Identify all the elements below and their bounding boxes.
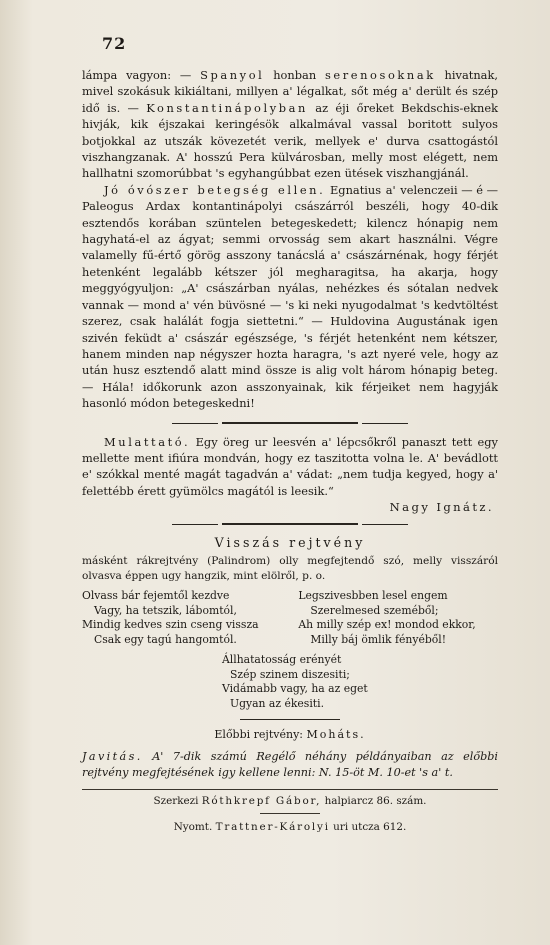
- printer-name: Trattner-Károlyi: [215, 821, 330, 834]
- article-body: Egnatius a' velenczei Paleogus Ardax kontantinápolyi császárról beszéli, hogy 40-dik esztendős korában szüntelen betegeskedett; kilencz hónapig nem hagyhatá-el az ágyat; semmi orvosság sem akart használni. Végre valamelly fű-értő görög asszony tanácslá a' császárnénak, hogy férjét hetenként legalább kétszer jól megharagitsa, ha akarja, hogy meggyógyuljon: „A' császárban nyálas, nehézkes és sótalan nedvek vannak — mond a' vén büvösné — 's ki neki nyugodalmat 's kedvtöltést szerez, csak halálát fogja siettetni.“ — Huldovina Augustának igen szivén feküdt a' császár egészsége, 's férjét hetenként nem kétszer, hanem minden nap négyszer hozta haragra, 's azt nyeré vele, hogy az után husz esztendő alatt mind össze is alig volt három hónapig beteg. — Hála! időkorunk azon asszonyainak, kik férjeiket nem hagyják hasonló módon betegeskedni!: [82, 182, 498, 411]
- text-run: lámpa vagyon: —: [82, 68, 201, 82]
- text-run: az éji őreket Bekdschis-eknek hivják, kik éjszakai keringésök alkalmával vassal boritott sulyos botjokkal az utszák kövezetét verik, mellyek e' durva csattogástól viszhangzanak. A' hosszú Pera külvárosban, melly most elégett, nem hallhatni szomorúbbat 's egyhangúbbat ezen ütések viszhangjánál.: [82, 100, 498, 181]
- footer-rule: [82, 789, 498, 790]
- article-body: Egy öreg ur leesvén a' lépcsőkről panaszt tett egy mellette ment ifiúra mondván, hogy ez taszitotta volna le. A' bevádlott e' szókkal menté magát tagadván a' vádat: „nem tudja kegyed, hogy a' felettébb érett gyümölcs magától is leesik.“: [82, 434, 498, 498]
- article-title: Jó óvószer betegség ellen.: [104, 182, 326, 197]
- previous-riddle-answer: [82, 728, 498, 741]
- footer-short-rule: [260, 813, 320, 814]
- correction-note: [82, 749, 498, 781]
- editor-name: Róthkrepf Gábor,: [201, 795, 322, 808]
- riddle-intro: másként rákrejtvény (Palindrom) olly megfejtendő szó, melly visszáról olvasva éppen ugy hangzik, mint elölről, p. o.: [82, 555, 498, 582]
- spaced-word: Spanyol: [200, 68, 265, 82]
- riddle-title: Visszás rejtvény: [214, 535, 366, 551]
- text-run: hivatnak, mivel szokásuk kikiáltani, millyen a' légalkat, sőt még a' derült és szép idő is. —: [82, 68, 498, 115]
- poem-line: Vidámabb vagy, ha az eget: [222, 682, 368, 696]
- article-title: Mulattató.: [104, 434, 191, 449]
- article-remedy: [82, 182, 498, 412]
- article-amusing: [82, 434, 498, 500]
- section-divider: [222, 422, 358, 424]
- correction-label: Javitás.: [82, 750, 143, 764]
- printer-line: Nyomt. Trattner-Károlyi uri utcza 612.: [173, 821, 407, 834]
- poem-right-column: [298, 589, 498, 647]
- spaced-word: serenosoknak: [324, 68, 436, 82]
- poem-line: Vagy, ha tetszik, lábomtól,: [94, 603, 237, 617]
- poem-line: Csak egy tagú hangomtól.: [94, 632, 237, 646]
- poem-line: Szép szinem diszesiti;: [230, 667, 350, 681]
- poem-stanza: [82, 653, 498, 711]
- section-divider: [222, 523, 358, 525]
- short-divider: [240, 719, 340, 720]
- previous-riddle-label: Előbbi rejtvény:: [214, 728, 303, 742]
- poem-line: Szerelmesed szeméből;: [310, 603, 439, 617]
- author-signature: Nagy Ignátz.: [389, 500, 494, 515]
- poem-line: Állhatatosság erényét: [222, 652, 342, 666]
- editor-line: Szerkezi Róthkrepf Gábor, halpiarcz 86. szám.: [153, 795, 427, 808]
- poem-line: Ugyan az ékesiti.: [230, 696, 325, 710]
- poem-line: Olvass bár fejemtől kezdve: [82, 589, 230, 603]
- poem-line: Legszivesbben lesel engem: [298, 589, 448, 603]
- author-initials: i — é —: [453, 182, 498, 197]
- poem-line: Ah milly szép ex! mondod ekkor,: [298, 618, 476, 632]
- spaced-word: Konstantinápolyban: [146, 100, 308, 115]
- text-run: honban: [264, 68, 325, 82]
- poem-left-column: [82, 589, 282, 647]
- poem-line: Mindig kedves szin cseng vissza: [82, 618, 259, 632]
- correction-text: A' 7-dik számú Regélő néhány példányaiban az előbbi rejtvény megfejtésének igy kellene lenni: N. 15-öt M. 10-et 's a' t.: [82, 750, 498, 780]
- poem-line: Milly báj ömlik fényéből!: [310, 632, 447, 646]
- page-number: 72: [102, 34, 127, 53]
- previous-riddle-solution: Moháts.: [306, 728, 366, 742]
- riddle-poem: [82, 589, 498, 647]
